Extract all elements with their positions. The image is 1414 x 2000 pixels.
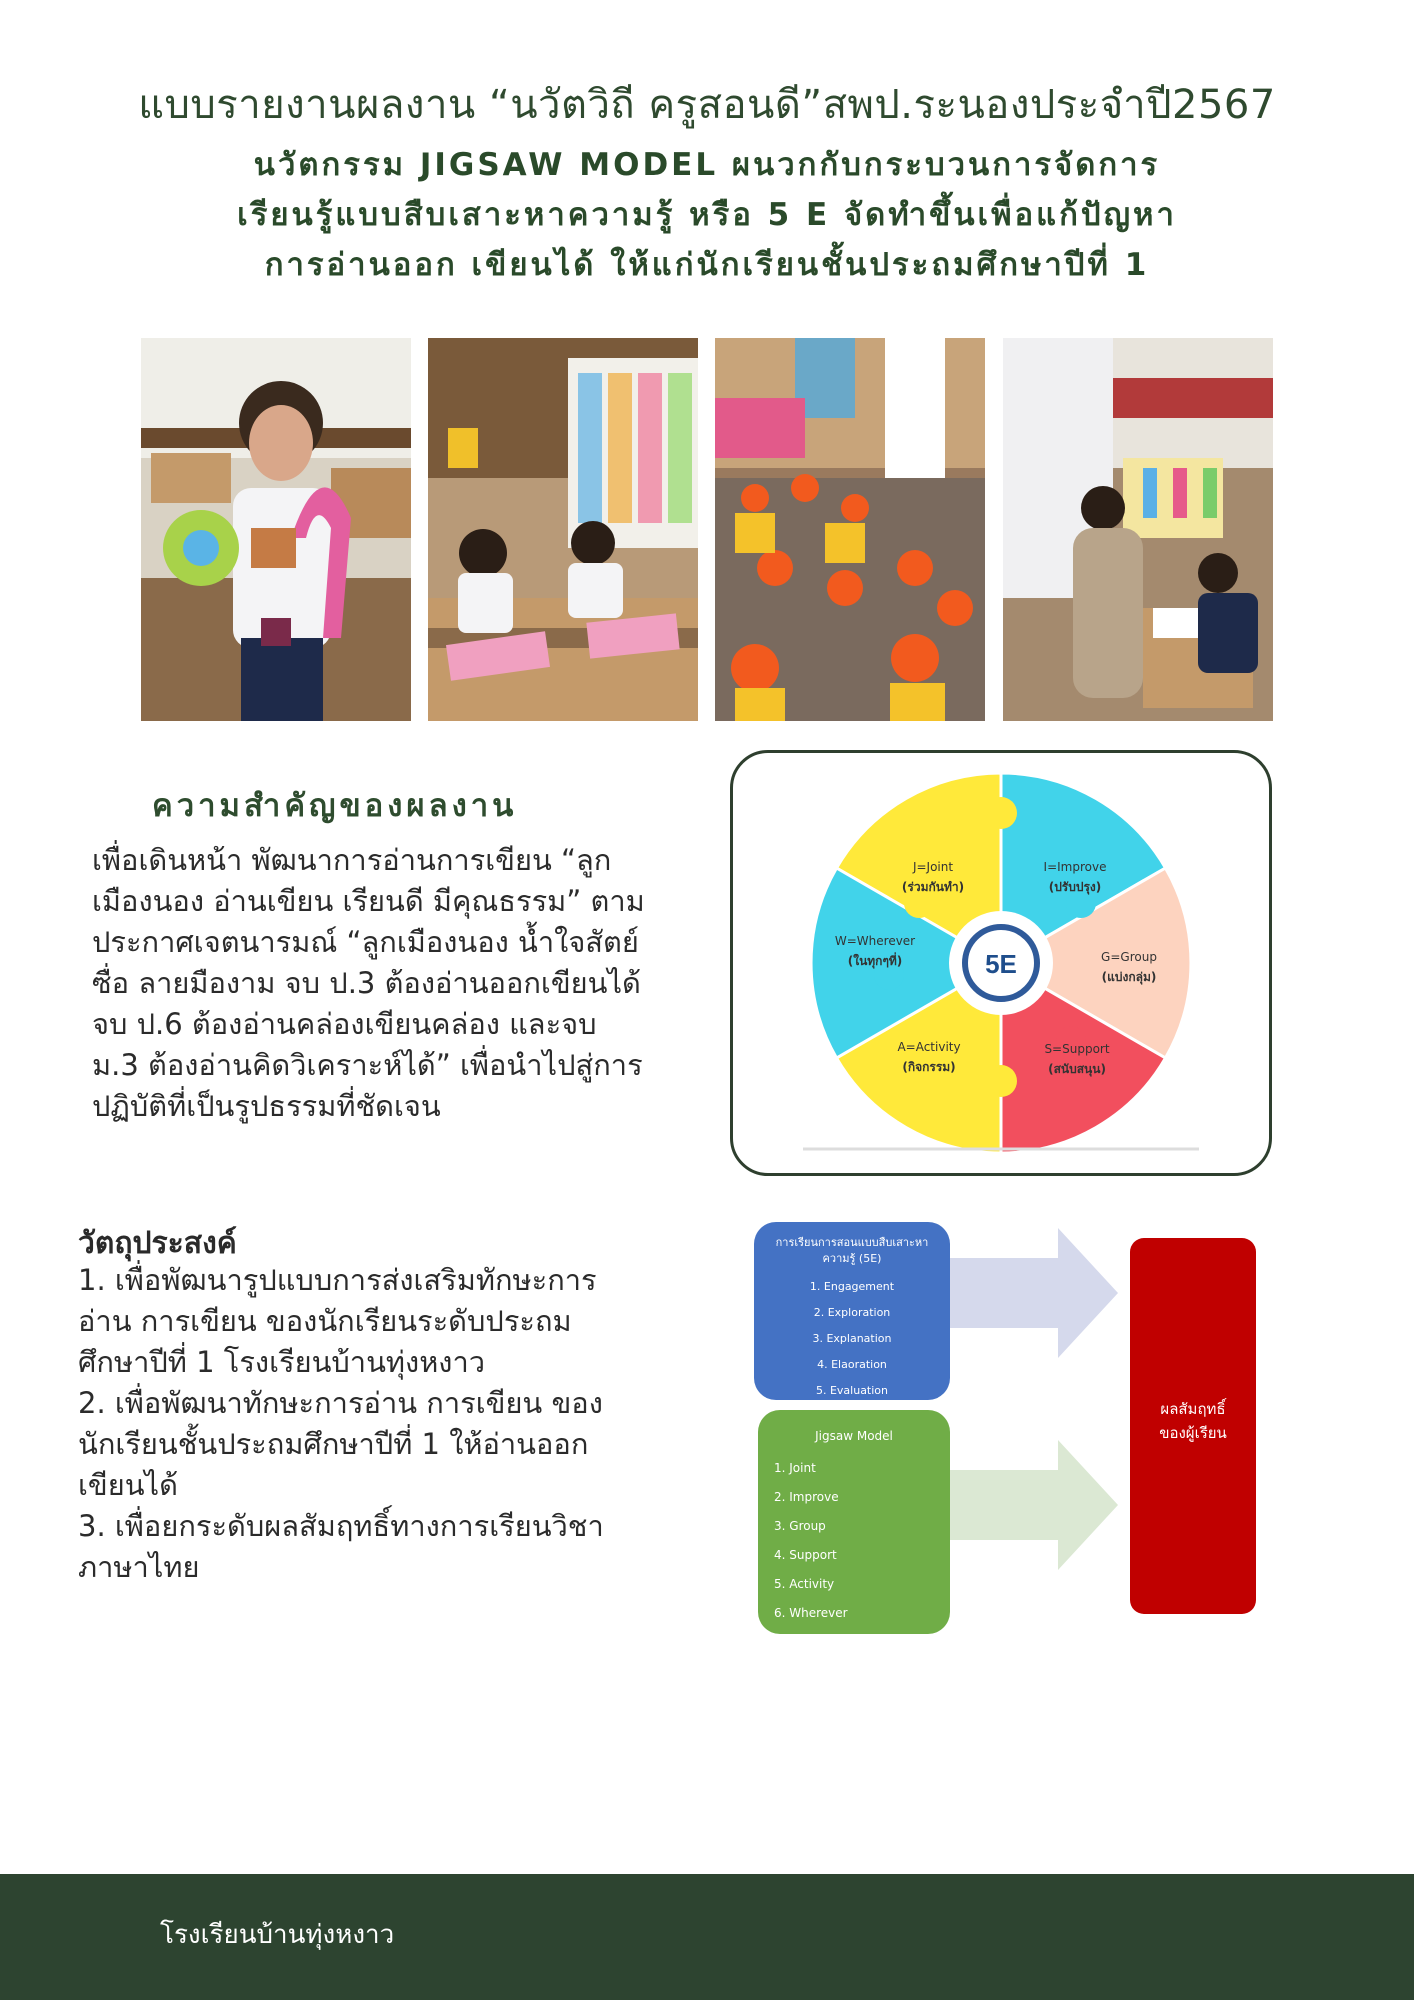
report-header: แบบรายงานผลงาน “นวัตวิถี ครูสอนดี”สพป.ระนองประจำปี2567 <box>138 82 1276 128</box>
center-5e-label: 5E <box>985 949 1017 979</box>
box-jigsaw-item: 5. Activity <box>774 1577 835 1591</box>
photo-students-on-floor <box>715 338 985 721</box>
objectives-heading: วัตถุประสงค์ <box>78 1226 237 1261</box>
box-jigsaw-item: 4. Support <box>774 1548 837 1562</box>
arrow-jigsaw-to-result <box>948 1440 1118 1570</box>
box-jigsaw-title: Jigsaw Model <box>815 1429 893 1443</box>
importance-line: ม.3 ต้องอ่านคิดวิเคราะห์ได้” เพื่อนำไปสู่การ <box>92 1048 643 1082</box>
objective-line: อ่าน การเขียน ของนักเรียนระดับประถม <box>78 1304 572 1338</box>
piece-label-en: S=Support <box>1044 1042 1110 1056</box>
jigsaw-puzzle-frame <box>730 750 1272 1176</box>
piece-label-en: W=Wherever <box>834 934 916 948</box>
importance-line: ประกาศเจตนารมณ์ “ลูกเมืองนอง น้ำใจสัตย์ <box>92 925 639 959</box>
piece-label-th: (ปรับปรุง) <box>1048 880 1102 894</box>
box-5e-item: 2. Exploration <box>813 1306 891 1319</box>
piece-label-en: G=Group <box>1101 950 1157 964</box>
footer-bar <box>0 1874 1414 2000</box>
piece-label-th: (กิจกรรม) <box>902 1060 956 1074</box>
box-5e-item: 5. Evaluation <box>815 1384 889 1397</box>
objective-line: ภาษาไทย <box>78 1550 200 1584</box>
piece-label-en: A=Activity <box>897 1040 961 1054</box>
importance-heading: ความสำคัญของผลงาน <box>152 788 518 824</box>
piece-label-th: (ร่วมกันทำ) <box>901 880 965 894</box>
importance-text <box>92 840 722 1127</box>
box-jigsaw-item: 2. Improve <box>774 1490 839 1504</box>
footer-school-name: โรงเรียนบ้านทุ่งหงาว <box>160 1920 395 1950</box>
objective-line: 2. เพื่อพัฒนาทักษะการอ่าน การเขียน ของ <box>78 1386 603 1420</box>
importance-line: ปฏิบัติที่เป็นรูปธรรมที่ชัดเจน <box>92 1089 441 1123</box>
objectives-list <box>78 1260 698 1588</box>
photo-teacher-with-student <box>1003 338 1273 721</box>
title-line: เรียนรู้แบบสืบเสาะหาความรู้ หรือ 5 E จัดทำขึ้นเพื่อแก้ปัญหา <box>237 197 1177 233</box>
objective-line: 1. เพื่อพัฒนารูปแบบการส่งเสริมทักษะการ <box>78 1263 597 1297</box>
flow-diagram <box>748 1218 1268 1638</box>
box-result-label: ผลสัมฤทธิ์ <box>1160 1400 1226 1418</box>
photo-students-raising-hands <box>428 338 698 721</box>
box-5e-title: ความรู้ (5E) <box>822 1252 882 1265</box>
importance-line: ซื่อ ลายมืองาม จบ ป.3 ต้องอ่านออกเขียนได้ <box>92 966 641 1000</box>
box-5e-title: การเรียนการสอนแบบสืบเสาะหา <box>775 1236 929 1249</box>
objective-line: ศึกษาปีที่ 1 โรงเรียนบ้านทุ่งหงาว <box>78 1345 486 1379</box>
arrow-5e-to-result <box>948 1228 1118 1358</box>
importance-line: เมืองนอง อ่านเขียน เรียนดี มีคุณธรรม” ตาม <box>92 884 645 918</box>
title-line: การอ่านออก เขียนได้ ให้แก่นักเรียนชั้นประถมศึกษาปีที่ 1 <box>264 247 1150 283</box>
piece-label-en: I=Improve <box>1043 860 1107 874</box>
box-5e-item: 4. Elaoration <box>817 1358 887 1371</box>
piece-label-th: (ในทุกๆที่) <box>847 954 903 968</box>
piece-label-en: J=Joint <box>912 860 954 874</box>
box-jigsaw-item: 6. Wherever <box>774 1606 848 1620</box>
box-result-label: ของผู้เรียน <box>1159 1424 1227 1442</box>
objective-line: เขียนได้ <box>78 1468 178 1502</box>
importance-line: เพื่อเดินหน้า พัฒนาการอ่านการเขียน “ลูก <box>92 843 612 877</box>
importance-line: จบ ป.6 ต้องอ่านคล่องเขียนคล่อง และจบ <box>92 1007 597 1041</box>
piece-label-th: (สนับสนุน) <box>1048 1062 1106 1076</box>
photo-student-holding-letter <box>141 338 411 721</box>
piece-label-th: (แบ่งกลุ่ม) <box>1101 970 1157 984</box>
box-jigsaw-item: 1. Joint <box>774 1461 816 1475</box>
jigsaw-puzzle-diagram <box>733 753 1269 1173</box>
box-jigsaw-item: 3. Group <box>774 1519 826 1533</box>
objective-line: 3. เพื่อยกระดับผลสัมฤทธิ์ทางการเรียนวิชา <box>78 1509 604 1543</box>
innovation-title <box>140 140 1274 290</box>
box-5e-item: 3. Explanation <box>812 1332 892 1345</box>
objective-line: นักเรียนชั้นประถมศึกษาปีที่ 1 ให้อ่านออก <box>78 1427 589 1461</box>
box-5e-item: 1. Engagement <box>809 1280 895 1293</box>
title-line: นวัตกรรม JIGSAW MODEL ผนวกกับกระบวนการจัดการ <box>253 147 1161 183</box>
